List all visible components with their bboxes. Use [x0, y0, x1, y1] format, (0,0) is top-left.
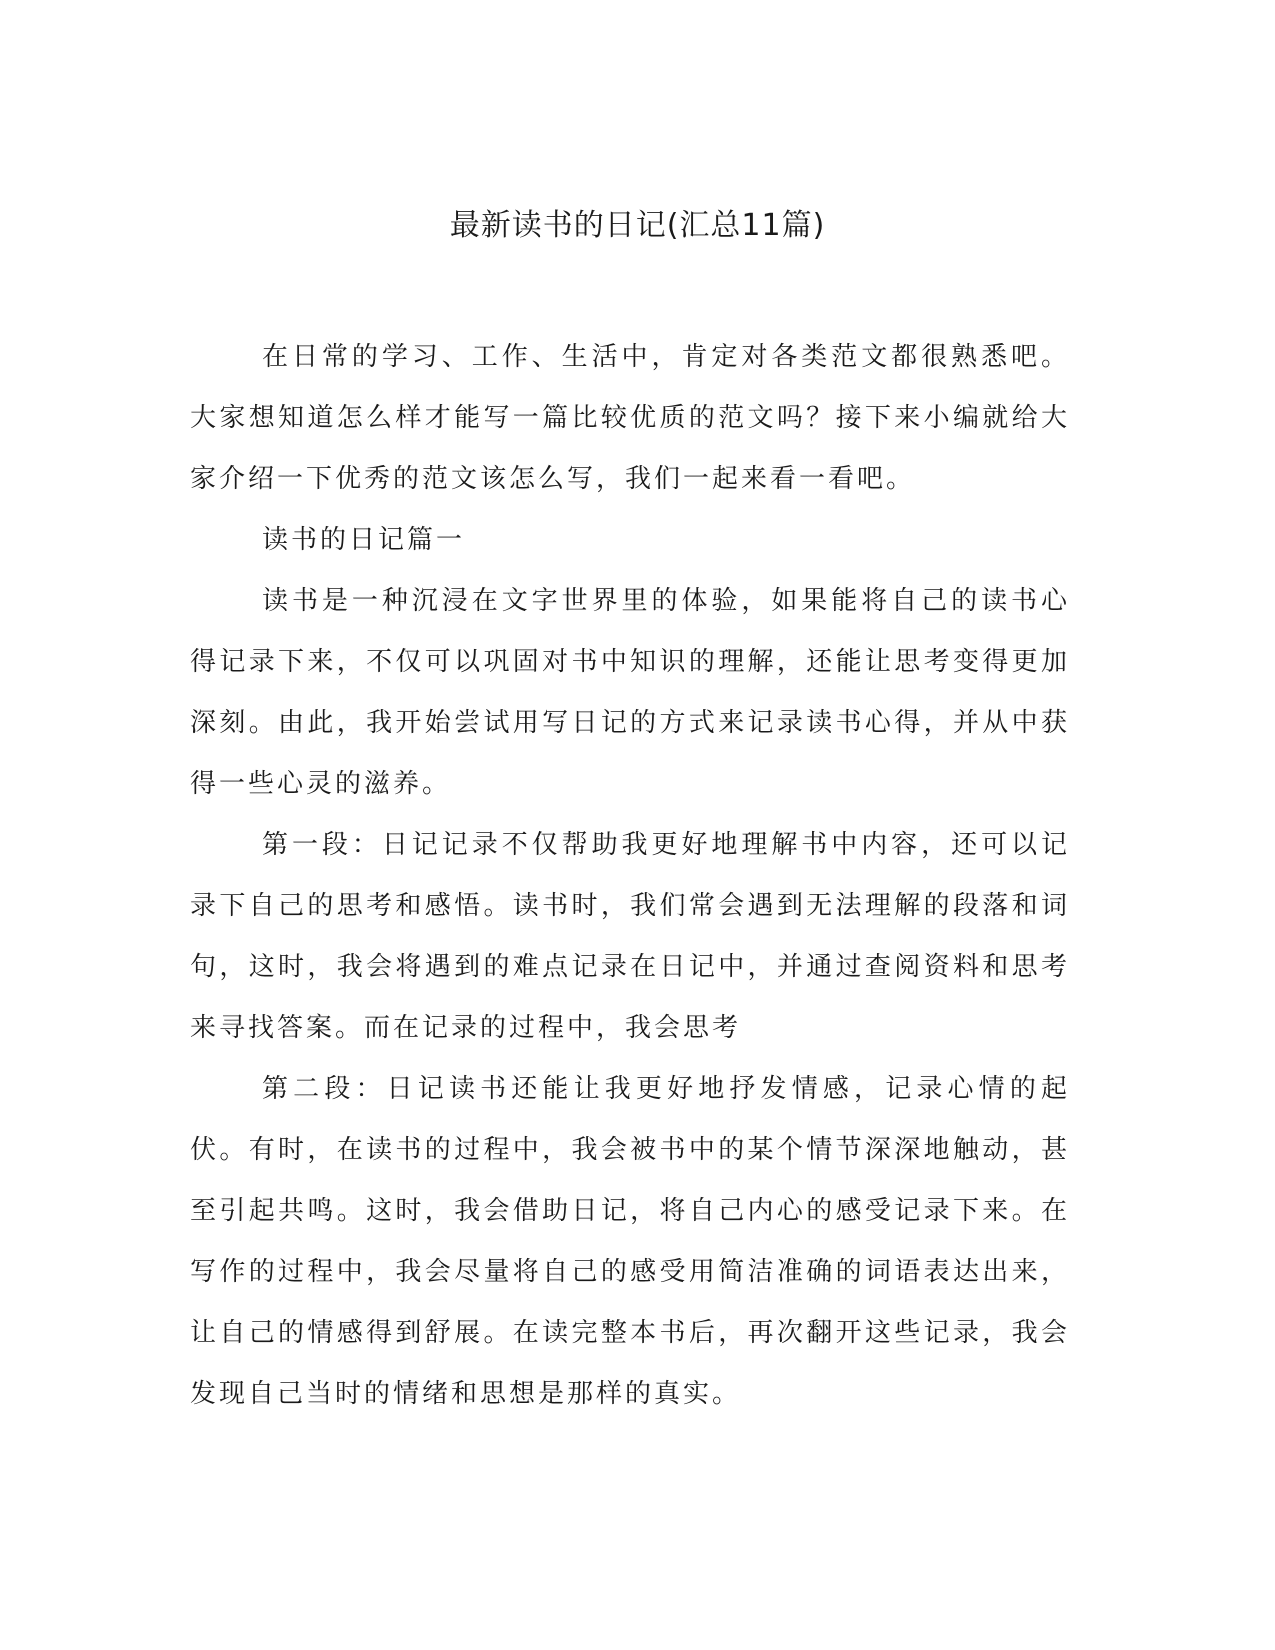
document-body — [190, 327, 1070, 1425]
body-paragraph: 第二段：日记读书还能让我更好地抒发情感，记录心情的起伏。有时，在读书的过程中，我会被书中的某个情节深深地触动，甚至引起共鸣。这时，我会借助日记，将自己内心的感受记录下来。在写作的过程中，我会尽量将自己的感受用简洁准确的词语表达出来，让自己的情感得到舒展。在读完整本书后，再次翻开这些记录，我会发现自己当时的情绪和思想是那样的真实。 — [190, 1074, 1070, 1409]
intro-paragraph: 在日常的学习、工作、生活中，肯定对各类范文都很熟悉吧。大家想知道怎么样才能写一篇比较优质的范文吗？接下来小编就给大家介绍一下优秀的范文该怎么写，我们一起来看一看吧。 — [190, 342, 1070, 494]
body-paragraph: 读书是一种沉浸在文字世界里的体验，如果能将自己的读书心得记录下来，不仅可以巩固对书中知识的理解，还能让思考变得更加深刻。由此，我开始尝试用写日记的方式来记录读书心得，并从中获得一些心灵的滋养。 — [190, 586, 1070, 799]
section-heading: 读书的日记篇一 — [262, 525, 466, 555]
document-title: 最新读书的日记(汇总11篇) — [449, 208, 826, 243]
body-paragraph: 第一段：日记记录不仅帮助我更好地理解书中内容，还可以记录下自己的思考和感悟。读书时，我们常会遇到无法理解的段落和词句，这时，我会将遇到的难点记录在日记中，并通过查阅资料和思考来寻找答案。而在记录的过程中，我会思考 — [190, 830, 1070, 1043]
